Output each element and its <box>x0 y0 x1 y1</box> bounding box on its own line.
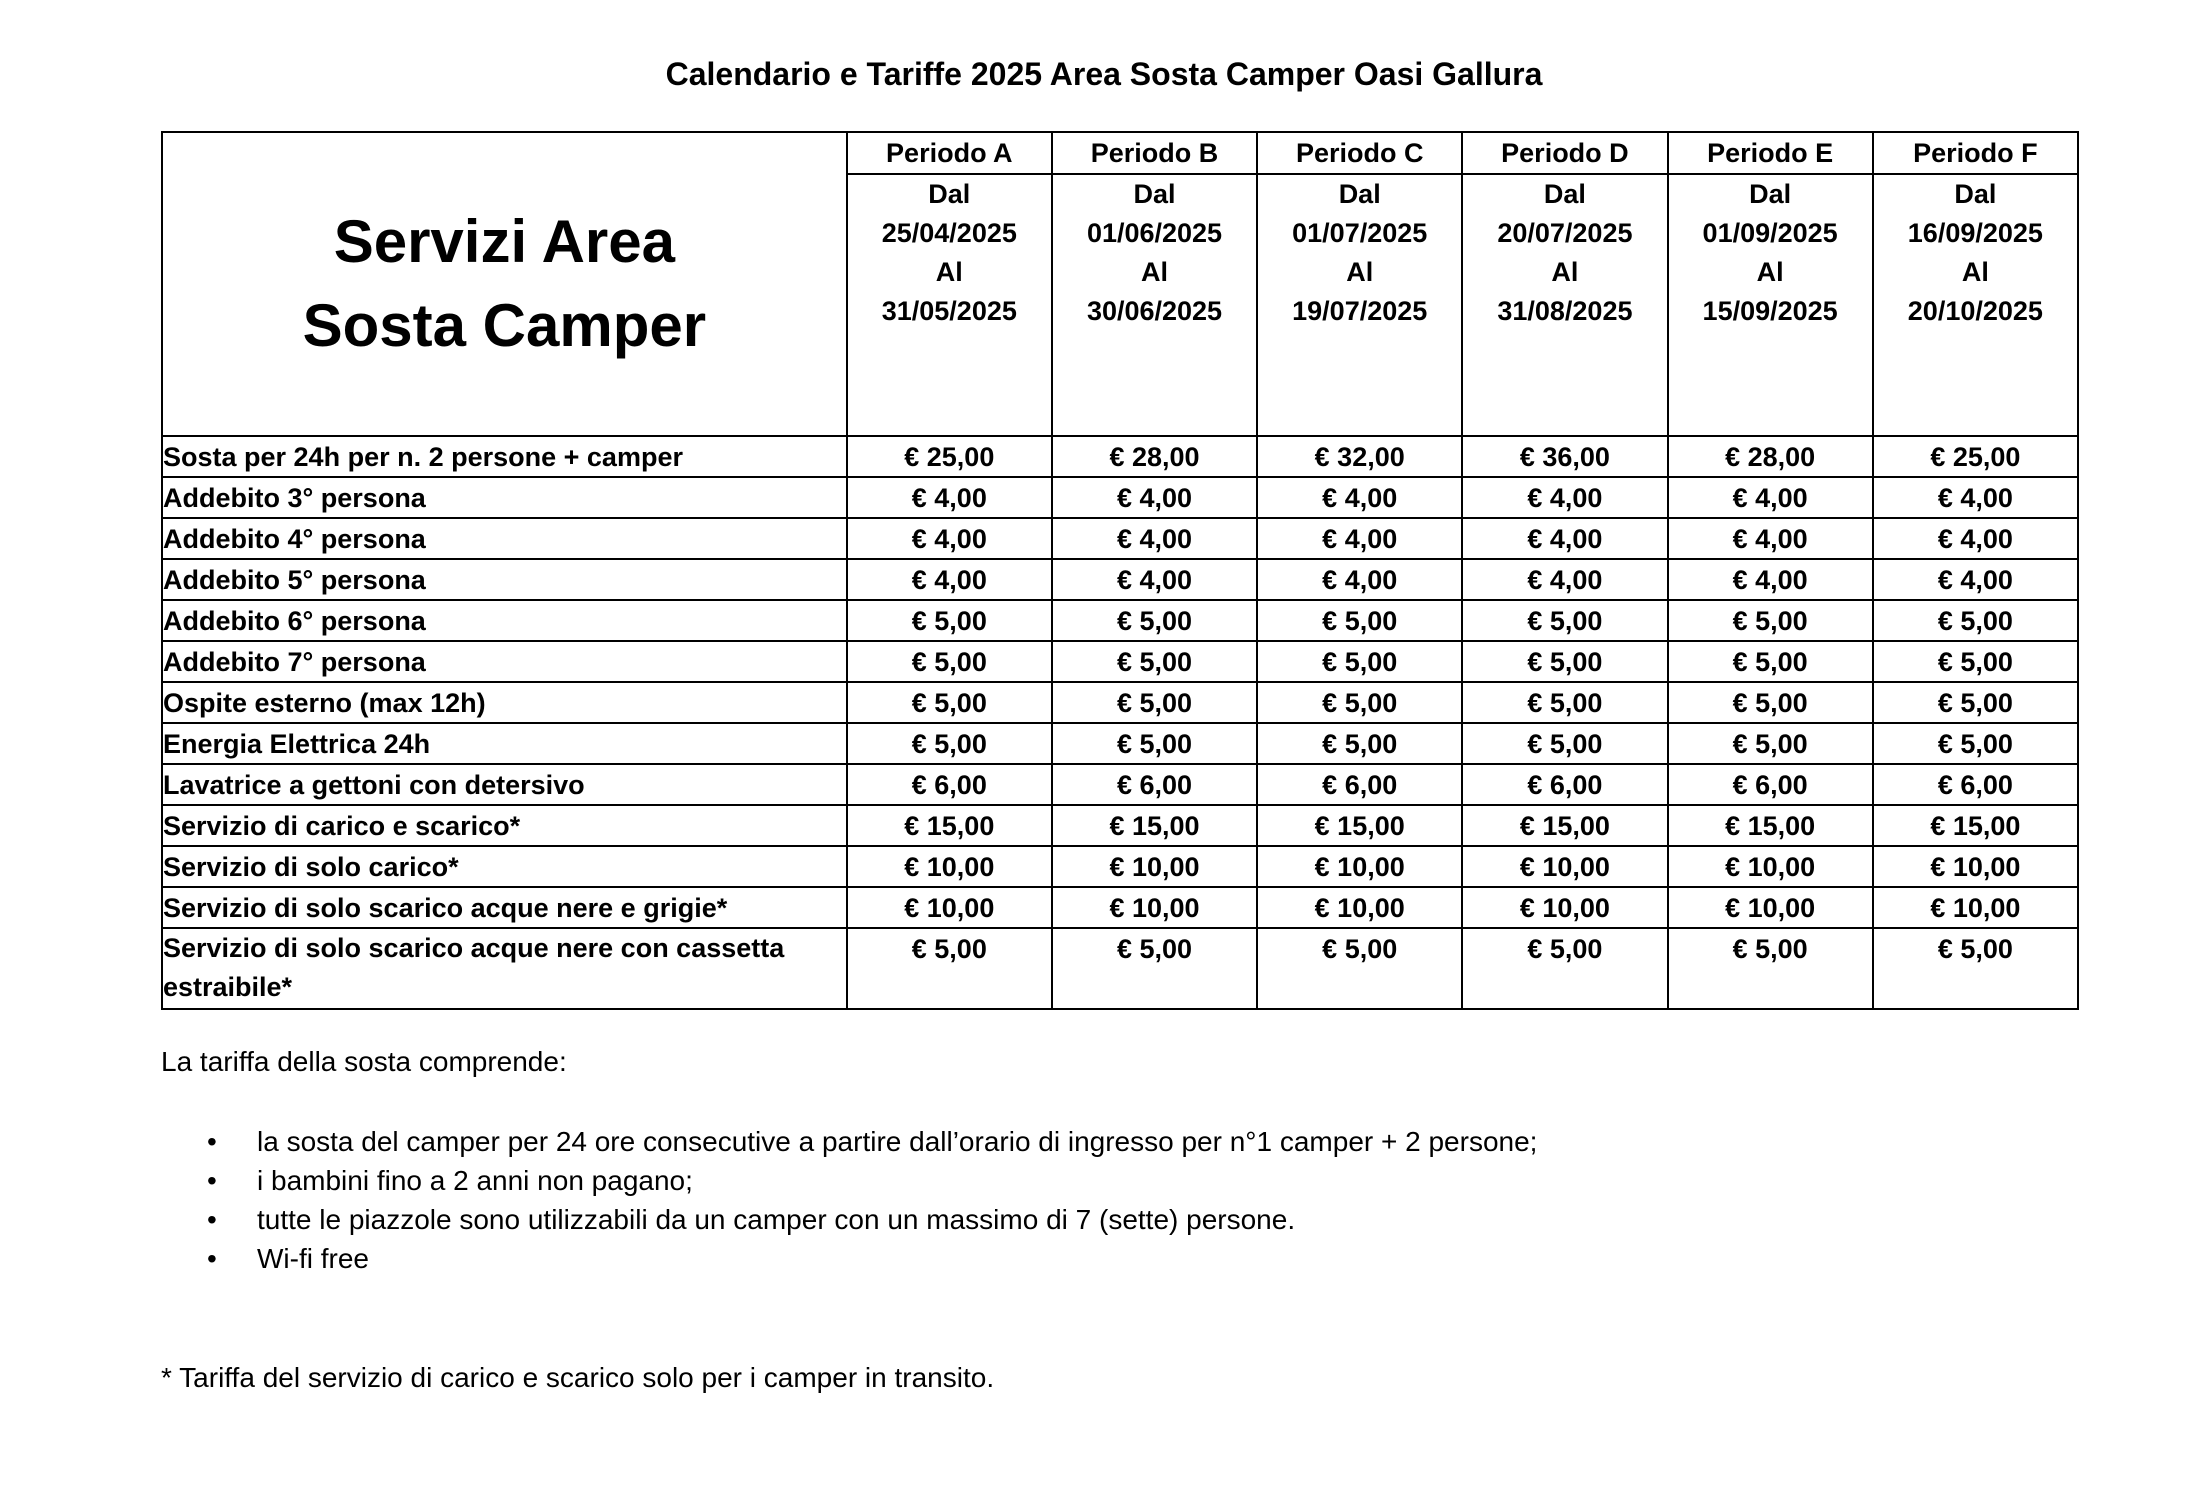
period-from-label: Dal <box>1954 179 1997 209</box>
period-from-label: Dal <box>1338 179 1381 209</box>
period-from-label: Dal <box>1133 179 1176 209</box>
price-cell: € 15,00 <box>1052 805 1257 846</box>
price-cell: € 6,00 <box>1052 764 1257 805</box>
table-row <box>162 477 2078 518</box>
price-cell: € 4,00 <box>1873 477 2078 518</box>
price-cell: € 25,00 <box>1873 436 2078 477</box>
period-to-label: Al <box>1756 257 1784 287</box>
price-cell: € 4,00 <box>1873 518 2078 559</box>
price-cell: € 10,00 <box>1873 887 2078 928</box>
service-name: Servizio di solo scarico acque nere e grigie* <box>162 887 847 928</box>
period-dates <box>847 174 1052 436</box>
price-cell: € 5,00 <box>1257 682 1462 723</box>
period-header: Periodo E <box>1668 132 1873 174</box>
price-cell: € 4,00 <box>1052 559 1257 600</box>
service-name: Sosta per 24h per n. 2 persone + camper <box>162 436 847 477</box>
period-to: 31/05/2025 <box>881 296 1017 326</box>
price-cell: € 15,00 <box>1257 805 1462 846</box>
list-item: • Wi-fi free <box>161 1239 1537 1278</box>
period-to-label: Al <box>1141 257 1168 287</box>
period-from: 01/07/2025 <box>1292 218 1428 248</box>
price-cell: € 5,00 <box>847 600 1052 641</box>
service-name: Servizio di carico e scarico* <box>162 805 847 846</box>
price-cell: € 4,00 <box>847 477 1052 518</box>
service-name: Addebito 7° persona <box>162 641 847 682</box>
price-cell: € 6,00 <box>1257 764 1462 805</box>
table-row <box>162 805 2078 846</box>
table-row <box>162 846 2078 887</box>
price-cell: € 4,00 <box>1873 559 2078 600</box>
period-dates <box>1462 174 1667 436</box>
period-dates <box>1257 174 1462 436</box>
price-cell: € 10,00 <box>1668 887 1873 928</box>
price-cell: € 5,00 <box>1873 928 2078 1009</box>
table-row <box>162 436 2078 477</box>
period-from-label: Dal <box>928 179 971 209</box>
table-header-row <box>162 132 2078 174</box>
period-header: Periodo D <box>1462 132 1667 174</box>
price-cell: € 5,00 <box>1257 723 1462 764</box>
price-cell: € 5,00 <box>1052 928 1257 1009</box>
price-cell: € 4,00 <box>847 518 1052 559</box>
price-cell: € 4,00 <box>1257 559 1462 600</box>
price-cell: € 10,00 <box>1052 887 1257 928</box>
price-cell: € 15,00 <box>847 805 1052 846</box>
period-from: 16/09/2025 <box>1907 218 2043 248</box>
period-to: 20/10/2025 <box>1907 296 2043 326</box>
services-heading-line1: Servizi Area <box>333 208 675 275</box>
footnote: * Tariffa del servizio di carico e scarico solo per i camper in transito. <box>161 1362 995 1393</box>
period-from-label: Dal <box>1749 179 1792 209</box>
price-cell: € 28,00 <box>1052 436 1257 477</box>
price-cell: € 5,00 <box>1257 928 1462 1009</box>
rates-table <box>161 131 2079 1010</box>
price-cell: € 5,00 <box>1668 600 1873 641</box>
price-cell: € 10,00 <box>1257 846 1462 887</box>
period-from: 01/09/2025 <box>1702 218 1838 248</box>
price-cell: € 5,00 <box>847 641 1052 682</box>
service-name: Ospite esterno (max 12h) <box>162 682 847 723</box>
price-cell: € 4,00 <box>1257 477 1462 518</box>
price-cell: € 4,00 <box>1052 477 1257 518</box>
price-cell: € 5,00 <box>1873 723 2078 764</box>
price-cell: € 4,00 <box>1668 477 1873 518</box>
price-cell: € 15,00 <box>1873 805 2078 846</box>
table-row <box>162 764 2078 805</box>
period-dates <box>1873 174 2078 436</box>
price-cell: € 5,00 <box>1052 641 1257 682</box>
price-cell: € 5,00 <box>1668 723 1873 764</box>
service-name: Energia Elettrica 24h <box>162 723 847 764</box>
period-to: 19/07/2025 <box>1292 296 1428 326</box>
price-cell: € 5,00 <box>1052 682 1257 723</box>
period-to-label: Al <box>935 257 963 287</box>
price-cell: € 15,00 <box>1462 805 1667 846</box>
service-name: Servizio di solo carico* <box>162 846 847 887</box>
price-cell: € 5,00 <box>1257 641 1462 682</box>
page-title: Calendario e Tariffe 2025 Area Sosta Camper Oasi Gallura <box>665 56 1543 92</box>
price-cell: € 10,00 <box>847 887 1052 928</box>
price-cell: € 5,00 <box>1462 641 1667 682</box>
list-item: • i bambini fino a 2 anni non pagano; <box>161 1161 1537 1200</box>
table-row <box>162 682 2078 723</box>
price-cell: € 5,00 <box>847 682 1052 723</box>
period-dates <box>1668 174 1873 436</box>
price-cell: € 10,00 <box>1462 887 1667 928</box>
period-to-label: Al <box>1346 257 1374 287</box>
price-cell: € 5,00 <box>1462 723 1667 764</box>
service-name: Addebito 3° persona <box>162 477 847 518</box>
price-cell: € 5,00 <box>1873 682 2078 723</box>
includes-list <box>161 1122 1537 1278</box>
period-header: Periodo F <box>1873 132 2078 174</box>
price-cell: € 5,00 <box>1257 600 1462 641</box>
price-cell: € 5,00 <box>1668 682 1873 723</box>
price-cell: € 15,00 <box>1668 805 1873 846</box>
table-row <box>162 600 2078 641</box>
period-header: Periodo C <box>1257 132 1462 174</box>
services-heading <box>162 132 847 436</box>
period-from: 01/06/2025 <box>1086 218 1223 248</box>
table-row <box>162 641 2078 682</box>
price-cell: € 5,00 <box>1873 600 2078 641</box>
period-dates <box>1052 174 1257 436</box>
table-row <box>162 928 2078 1009</box>
service-name: Addebito 5° persona <box>162 559 847 600</box>
price-cell: € 5,00 <box>1052 723 1257 764</box>
includes-intro: La tariffa della sosta comprende: <box>161 1046 567 1077</box>
price-cell: € 28,00 <box>1668 436 1873 477</box>
price-cell: € 10,00 <box>847 846 1052 887</box>
price-cell: € 25,00 <box>847 436 1052 477</box>
price-cell: € 4,00 <box>1462 559 1667 600</box>
table-row <box>162 887 2078 928</box>
price-cell: € 5,00 <box>847 723 1052 764</box>
price-cell: € 36,00 <box>1462 436 1667 477</box>
price-cell: € 10,00 <box>1873 846 2078 887</box>
price-cell: € 4,00 <box>1462 518 1667 559</box>
period-header: Periodo B <box>1052 132 1257 174</box>
price-cell: € 10,00 <box>1668 846 1873 887</box>
price-cell: € 10,00 <box>1052 846 1257 887</box>
service-name: Addebito 6° persona <box>162 600 847 641</box>
services-heading-line2: Sosta Camper <box>302 292 707 359</box>
price-cell: € 5,00 <box>1462 928 1667 1009</box>
price-cell: € 5,00 <box>1462 600 1667 641</box>
period-header: Periodo A <box>847 132 1052 174</box>
table-row <box>162 518 2078 559</box>
period-to: 15/09/2025 <box>1702 296 1838 326</box>
service-name: Addebito 4° persona <box>162 518 847 559</box>
period-from: 25/04/2025 <box>881 218 1017 248</box>
period-to-label: Al <box>1551 257 1579 287</box>
list-item: • tutte le piazzole sono utilizzabili da un camper con un massimo di 7 (sette) persone. <box>161 1200 1537 1239</box>
price-cell: € 5,00 <box>1668 641 1873 682</box>
period-from: 20/07/2025 <box>1497 218 1633 248</box>
price-cell: € 4,00 <box>1257 518 1462 559</box>
price-cell: € 6,00 <box>1873 764 2078 805</box>
price-cell: € 32,00 <box>1257 436 1462 477</box>
price-cell: € 4,00 <box>847 559 1052 600</box>
price-cell: € 5,00 <box>1873 641 2078 682</box>
price-cell: € 6,00 <box>1668 764 1873 805</box>
price-cell: € 4,00 <box>1668 518 1873 559</box>
price-cell: € 5,00 <box>847 928 1052 1009</box>
period-to-label: Al <box>1961 257 1989 287</box>
table-row <box>162 723 2078 764</box>
list-item: • la sosta del camper per 24 ore consecutive a partire dall’orario di ingresso per n°1 camper + 2 persone; <box>161 1122 1537 1161</box>
price-cell: € 4,00 <box>1462 477 1667 518</box>
price-cell: € 5,00 <box>1462 682 1667 723</box>
service-name: Servizio di solo scarico acque nere con cassetta estraibile* <box>162 928 847 1009</box>
service-name: Lavatrice a gettoni con detersivo <box>162 764 847 805</box>
price-cell: € 5,00 <box>1052 600 1257 641</box>
price-cell: € 6,00 <box>1462 764 1667 805</box>
period-to: 30/06/2025 <box>1086 296 1223 326</box>
price-cell: € 4,00 <box>1668 559 1873 600</box>
table-row <box>162 559 2078 600</box>
price-cell: € 10,00 <box>1462 846 1667 887</box>
price-cell: € 4,00 <box>1052 518 1257 559</box>
price-cell: € 6,00 <box>847 764 1052 805</box>
period-to: 31/08/2025 <box>1497 296 1633 326</box>
price-cell: € 5,00 <box>1668 928 1873 1009</box>
price-cell: € 10,00 <box>1257 887 1462 928</box>
period-from-label: Dal <box>1543 179 1586 209</box>
